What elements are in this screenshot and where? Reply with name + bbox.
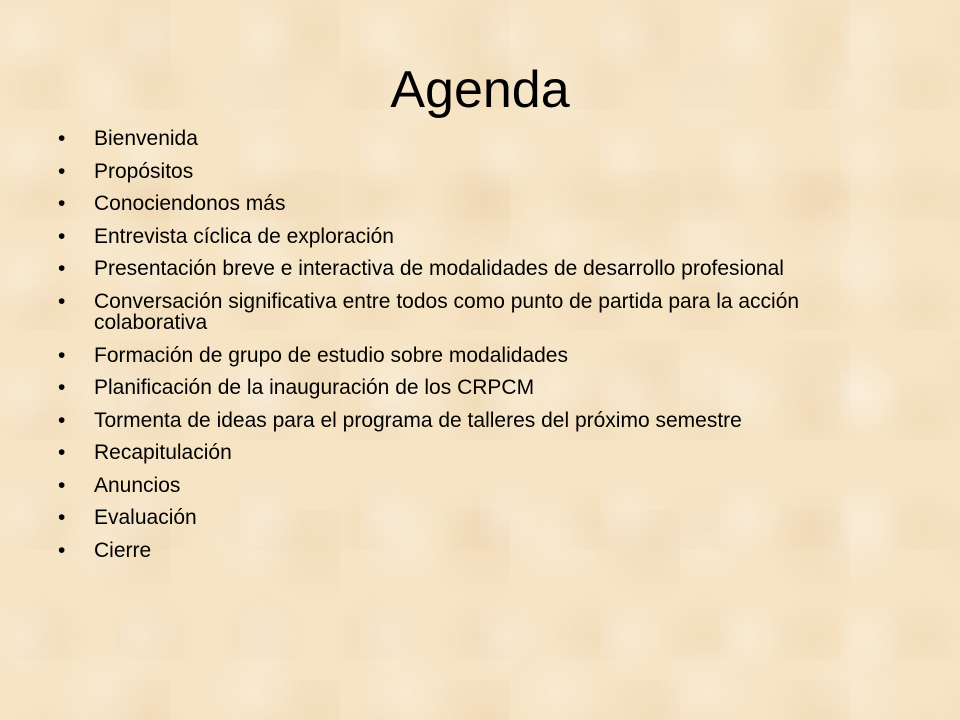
- list-item: [58, 258, 878, 280]
- list-item-text: Entrevista cíclica de exploración: [94, 224, 394, 248]
- list-item-text: Conociendonos más: [94, 192, 286, 215]
- bullet-icon: •: [58, 343, 66, 367]
- bullet-icon: •: [58, 538, 66, 562]
- bullet-icon: •: [58, 408, 66, 432]
- list-item: [58, 442, 878, 464]
- list-item-text: Recapitulación: [94, 441, 232, 464]
- list-item-text: Tormenta de ideas para el programa de talleres del próximo semestre: [94, 408, 742, 432]
- list-item: [58, 507, 878, 529]
- list-item-text: Anuncios: [94, 473, 181, 497]
- bullet-icon: •: [58, 441, 66, 464]
- list-item-text: Presentación breve e interactiva de modalidades de desarrollo profesional: [94, 257, 784, 280]
- list-item: [58, 161, 878, 183]
- list-item-text: Conversación significativa entre todos como punto de partida para la acción colaborativa: [94, 289, 800, 334]
- bullet-icon: •: [58, 506, 66, 529]
- bullet-icon: •: [58, 127, 66, 150]
- slide-title: Agenda: [390, 61, 570, 119]
- bullet-icon: •: [58, 473, 66, 497]
- bullet-icon: •: [58, 224, 66, 248]
- list-item: [58, 345, 878, 367]
- list-item-text: Evaluación: [94, 506, 197, 529]
- list-item: [58, 291, 878, 334]
- list-item: [58, 193, 878, 215]
- bullet-icon: •: [58, 376, 66, 399]
- list-item: [58, 410, 878, 432]
- list-item-text: Bienvenida: [94, 127, 198, 150]
- list-item-text: Formación de grupo de estudio sobre modalidades: [94, 343, 568, 367]
- bullet-icon: •: [58, 192, 66, 215]
- list-item-text: Cierre: [94, 538, 152, 562]
- bullet-icon: •: [58, 159, 66, 183]
- list-item: [58, 377, 878, 399]
- agenda-list: [58, 128, 878, 572]
- bullet-icon: •: [58, 289, 66, 313]
- list-item-text: Planificación de la inauguración de los CRPCM: [94, 376, 535, 399]
- list-item: [58, 128, 878, 150]
- list-item: [58, 475, 878, 497]
- list-item-text: Propósitos: [94, 159, 194, 183]
- bullet-icon: •: [58, 257, 66, 280]
- list-item: [58, 226, 878, 248]
- list-item: [58, 540, 878, 562]
